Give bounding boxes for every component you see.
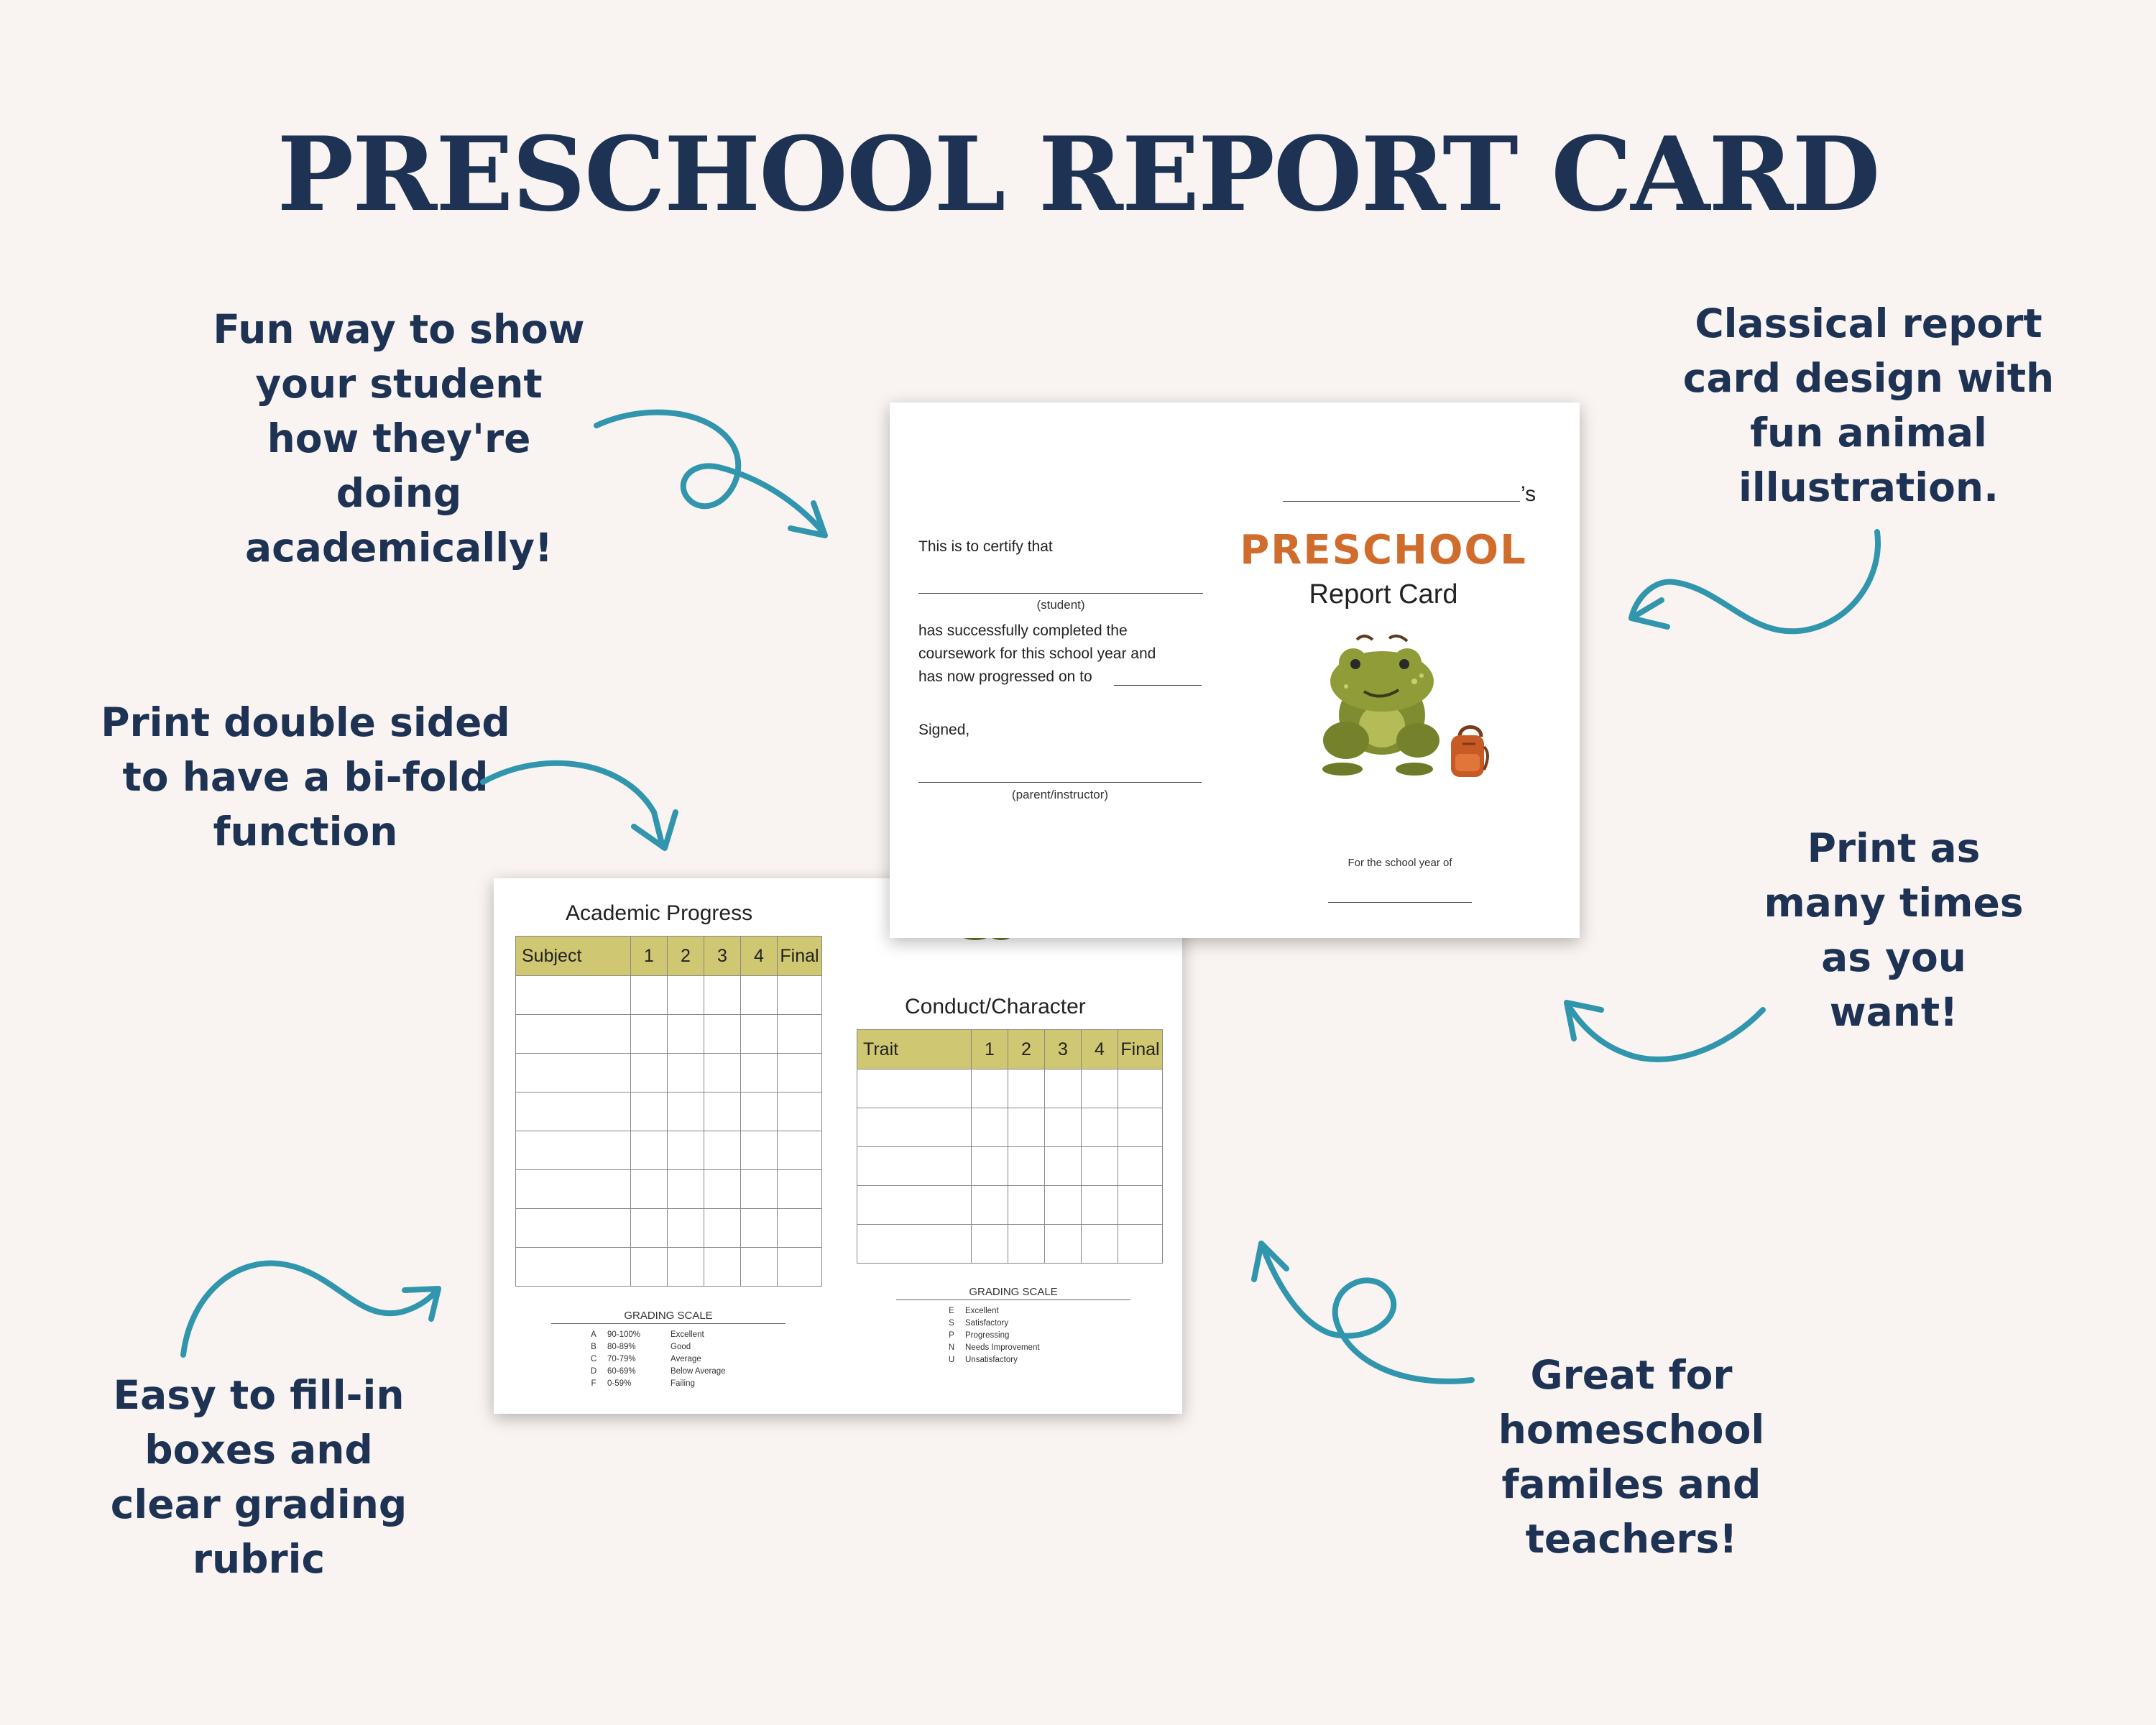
report-card-subtitle: Report Card (1309, 579, 1458, 610)
academic-cell[interactable] (516, 1209, 631, 1248)
conduct-cell[interactable] (1118, 1186, 1163, 1225)
callout-bottom-right: Great for homeschool familes and teachers! (1498, 1352, 1765, 1562)
conduct-cell[interactable] (972, 1070, 1008, 1108)
conduct-table-row (857, 1225, 1163, 1264)
grading-scale-cell: Progressing (965, 1331, 1010, 1340)
backpack-icon (1447, 722, 1493, 780)
conduct-cell[interactable] (857, 1186, 972, 1225)
signer-label: (parent/instructor) (1011, 788, 1109, 801)
grading-scale-cell: Satisfactory (965, 1319, 1009, 1328)
callout-mid-right: Print as many times as you want! (1764, 825, 2024, 1035)
conduct-table-row (857, 1147, 1163, 1186)
academic-cell[interactable] (668, 1015, 704, 1054)
academic-cell[interactable] (704, 1092, 741, 1131)
academic-cell[interactable] (631, 1209, 668, 1248)
completed-line-2: coursework for this school year and (918, 645, 1156, 662)
academic-cell[interactable] (668, 1248, 704, 1287)
grading-scale-row (580, 1366, 757, 1378)
school-year-label: For the school year of (1348, 857, 1452, 869)
grading-scale-cell: 0-59% (607, 1379, 632, 1388)
academic-table-row (516, 976, 822, 1015)
conduct-cell[interactable] (857, 1147, 972, 1186)
conduct-cell[interactable] (1045, 1108, 1082, 1147)
academic-cell[interactable] (704, 1131, 741, 1170)
conduct-cell[interactable] (972, 1147, 1008, 1186)
callout-top-right: Classical report card design with fun animal illustration. (1682, 300, 2055, 510)
conduct-table-row (857, 1186, 1163, 1225)
conduct-cell[interactable] (1008, 1225, 1045, 1264)
grading-scale-cell: B (591, 1343, 596, 1351)
conduct-header-trait: Trait (857, 1030, 972, 1070)
signed-text: Signed, (918, 722, 970, 738)
conduct-cell[interactable] (1118, 1147, 1163, 1186)
certify-text: This is to certify that (918, 538, 1053, 555)
academic-cell[interactable] (516, 1015, 631, 1054)
grading-scale-cell: Below Average (671, 1367, 726, 1376)
conduct-table-row (857, 1108, 1163, 1147)
grading-scale-cell: D (590, 1367, 597, 1376)
grading-scale-cell: A (591, 1330, 596, 1339)
cover-page (890, 402, 1580, 938)
academic-grading-scale (580, 1329, 757, 1390)
academic-cell[interactable] (704, 976, 741, 1015)
conduct-cell[interactable] (857, 1108, 972, 1147)
academic-cell[interactable] (741, 1170, 778, 1209)
grading-scale-row (938, 1354, 1051, 1366)
callout-mid-left: Print double sided to have a bi-fold function (101, 699, 510, 855)
academic-cell[interactable] (668, 1054, 704, 1092)
academic-cell[interactable] (516, 1248, 631, 1287)
conduct-header-1: 1 (972, 1030, 1008, 1070)
grading-scale-cell: 90-100% (607, 1330, 641, 1339)
grading-scale-row (580, 1329, 757, 1341)
academic-table-row (516, 1092, 822, 1131)
academic-table-row (516, 1170, 822, 1209)
grading-scale-cell: N (948, 1343, 955, 1352)
conduct-cell[interactable] (1008, 1186, 1045, 1225)
academic-cell[interactable] (704, 1248, 741, 1287)
academic-progress-table (515, 936, 822, 1287)
academic-cell[interactable] (741, 1054, 778, 1092)
academic-grading-scale-title: GRADING SCALE (551, 1310, 786, 1324)
academic-cell[interactable] (631, 1054, 668, 1092)
possessive-suffix: ’s (1521, 482, 1537, 506)
callout-top-left: Fun way to show your student how they're doing academically! (213, 306, 585, 571)
conduct-cell[interactable] (972, 1186, 1008, 1225)
completed-line-1: has successfully completed the (918, 622, 1128, 639)
grading-scale-row (938, 1305, 1051, 1317)
grading-scale-row (580, 1378, 757, 1390)
academic-cell[interactable] (516, 1054, 631, 1092)
academic-cell[interactable] (668, 976, 704, 1015)
grading-scale-cell: E (949, 1307, 954, 1315)
conduct-cell[interactable] (1082, 1225, 1118, 1264)
conduct-grading-scale (938, 1305, 1051, 1366)
conduct-cell[interactable] (1045, 1225, 1082, 1264)
conduct-header-4: 4 (1082, 1030, 1118, 1070)
grading-scale-cell: U (948, 1356, 955, 1364)
conduct-cell[interactable] (1082, 1108, 1118, 1147)
grading-scale-row (938, 1342, 1051, 1354)
grading-scale-cell: Good (671, 1343, 691, 1351)
academic-cell[interactable] (778, 1209, 822, 1248)
academic-header-4: 4 (741, 937, 778, 976)
inside-spread-page (494, 878, 1182, 1414)
completed-line-3: has now progressed on to (918, 668, 1092, 685)
grading-scale-cell: Average (671, 1355, 701, 1363)
grading-scale-cell: 70-79% (607, 1355, 636, 1363)
academic-cell[interactable] (741, 1015, 778, 1054)
conduct-cell[interactable] (1008, 1147, 1045, 1186)
conduct-cell[interactable] (972, 1225, 1008, 1264)
conduct-cell[interactable] (1045, 1070, 1082, 1108)
academic-cell[interactable] (704, 1170, 741, 1209)
academic-cell[interactable] (778, 1248, 822, 1287)
conduct-cell[interactable] (857, 1225, 972, 1264)
academic-header-subject: Subject (516, 937, 631, 976)
academic-header-1: 1 (631, 937, 668, 976)
conduct-header-2: 2 (1008, 1030, 1045, 1070)
academic-table-row (516, 1015, 822, 1054)
academic-table-row (516, 1131, 822, 1170)
academic-cell[interactable] (668, 1131, 704, 1170)
conduct-cell[interactable] (1008, 1070, 1045, 1108)
conduct-cell[interactable] (972, 1108, 1008, 1147)
academic-cell[interactable] (778, 1054, 822, 1092)
academic-cell[interactable] (778, 1092, 822, 1131)
grading-scale-cell: P (949, 1331, 954, 1340)
conduct-cell[interactable] (1082, 1186, 1118, 1225)
grading-scale-row (938, 1317, 1051, 1330)
conduct-cell[interactable] (1045, 1186, 1082, 1225)
grading-scale-cell: S (949, 1319, 954, 1328)
academic-header-2: 2 (668, 937, 704, 976)
conduct-header-final: Final (1118, 1030, 1163, 1070)
academic-cell[interactable] (516, 976, 631, 1015)
callout-bottom-left: Easy to fill-in boxes and clear grading rubric (110, 1372, 407, 1582)
academic-cell[interactable] (704, 1015, 741, 1054)
grading-scale-row (938, 1330, 1051, 1342)
academic-cell[interactable] (516, 1092, 631, 1131)
student-label: (student) (1036, 598, 1085, 612)
academic-cell[interactable] (668, 1170, 704, 1209)
conduct-cell[interactable] (1118, 1108, 1163, 1147)
academic-cell[interactable] (741, 1209, 778, 1248)
academic-cell[interactable] (631, 1131, 668, 1170)
grading-scale-cell: C (590, 1355, 597, 1363)
academic-cell[interactable] (741, 1248, 778, 1287)
grading-scale-cell: Needs Improvement (965, 1343, 1040, 1352)
conduct-grading-scale-title: GRADING SCALE (896, 1286, 1130, 1300)
grading-scale-cell: Excellent (965, 1307, 999, 1315)
academic-header-final: Final (778, 937, 822, 976)
conduct-header-3: 3 (1045, 1030, 1082, 1070)
conduct-character-table (857, 1029, 1163, 1264)
academic-cell[interactable] (668, 1209, 704, 1248)
academic-cell[interactable] (668, 1092, 704, 1131)
academic-cell[interactable] (631, 1092, 668, 1131)
conduct-cell[interactable] (1082, 1070, 1118, 1108)
academic-cell[interactable] (741, 976, 778, 1015)
academic-header-3: 3 (704, 937, 741, 976)
conduct-cell[interactable] (1008, 1108, 1045, 1147)
academic-cell[interactable] (741, 1092, 778, 1131)
conduct-character-title: Conduct/Character (905, 995, 1086, 1018)
academic-cell[interactable] (778, 1015, 822, 1054)
academic-cell[interactable] (516, 1131, 631, 1170)
academic-cell[interactable] (631, 1015, 668, 1054)
grading-scale-cell: Failing (671, 1379, 695, 1388)
academic-table-row (516, 1054, 822, 1092)
frog-illustration (1314, 632, 1457, 780)
academic-table-row (516, 1209, 822, 1248)
grading-scale-cell: Excellent (671, 1330, 704, 1339)
academic-cell[interactable] (741, 1131, 778, 1170)
conduct-cell[interactable] (1118, 1225, 1163, 1264)
grading-scale-row (580, 1341, 757, 1353)
academic-cell[interactable] (631, 1248, 668, 1287)
grading-scale-cell: 60-69% (607, 1367, 636, 1376)
preschool-brand-title: PRESCHOOL (1240, 527, 1527, 574)
academic-cell[interactable] (778, 976, 822, 1015)
academic-cell[interactable] (778, 1170, 822, 1209)
page-title: PRESCHOOL REPORT CARD (277, 115, 1879, 234)
academic-cell[interactable] (704, 1209, 741, 1248)
conduct-table-row (857, 1070, 1163, 1108)
academic-progress-title: Academic Progress (566, 901, 753, 925)
academic-cell[interactable] (704, 1054, 741, 1092)
grading-scale-row (580, 1353, 757, 1366)
conduct-cell[interactable] (1118, 1070, 1163, 1108)
grading-scale-cell: F (591, 1379, 596, 1388)
conduct-cell[interactable] (1082, 1147, 1118, 1186)
academic-cell[interactable] (631, 1170, 668, 1209)
academic-cell[interactable] (516, 1170, 631, 1209)
conduct-cell[interactable] (1045, 1147, 1082, 1186)
conduct-cell[interactable] (857, 1070, 972, 1108)
academic-table-row (516, 1248, 822, 1287)
academic-cell[interactable] (778, 1131, 822, 1170)
academic-cell[interactable] (631, 976, 668, 1015)
grading-scale-cell: 80-89% (607, 1343, 636, 1351)
grading-scale-cell: Unsatisfactory (965, 1356, 1018, 1364)
